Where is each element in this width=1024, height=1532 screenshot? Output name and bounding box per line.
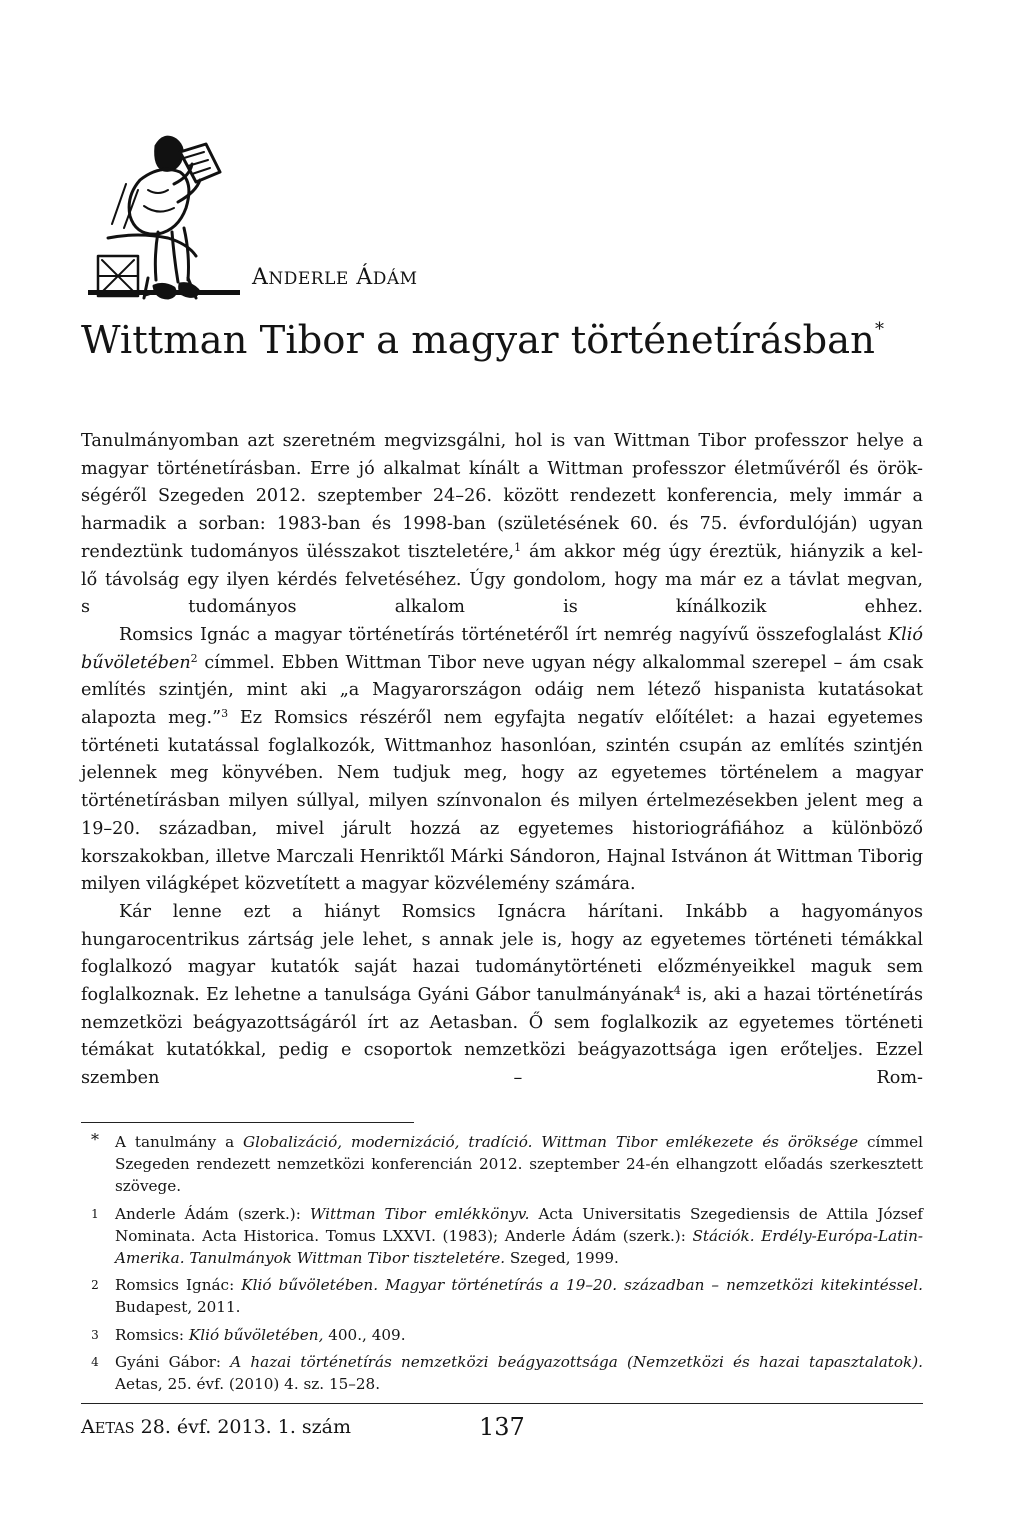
footnote-2 (81, 1274, 923, 1318)
article-body (81, 428, 923, 1093)
paragraph-1 (81, 428, 923, 622)
footnote-em: Stációk. Erdély-Európa-Latin-Amerika. Tanulmányok Wittman Tibor tiszteletére. (115, 1226, 924, 1268)
journal-name: AETAS (81, 1416, 135, 1438)
footnote-ref-3[interactable]: 3 (221, 707, 229, 721)
paragraph-3-text: Kár lenne ezt a hiányt Romsics Ignácra hárítani. Inkább a hagyományos hungarocentrikus zártság jele lehet, s annak jele is, hogy az egyetemes történeti témákkal foglalkozó magyar kutatók saját hazai tudománytörténeti előzményeikkel maguk sem foglalkoznak. Ez lehetne a tanulsága Gyáni Gábor tanulmányának (81, 901, 923, 1006)
footnote-ref-1[interactable]: 1 (514, 540, 522, 554)
footnote-text: Szeged, 1999. (505, 1249, 619, 1268)
footnote-3 (81, 1324, 923, 1346)
footnote-ref-2[interactable]: 2 (190, 651, 198, 665)
footer-divider (81, 1403, 923, 1404)
title-footnote-marker: * (874, 319, 884, 341)
article-title-text: Wittman Tibor a magyar történetírásban (81, 318, 875, 363)
journal-issue: 28. évf. 2013. 1. szám (134, 1416, 352, 1438)
footnotes (81, 1131, 923, 1400)
page-number: 137 (479, 1413, 525, 1441)
paragraph-2 (81, 622, 923, 899)
footnote-text: 400., 409. (323, 1325, 406, 1344)
author-name-text: ANDERLE ÁDÁM (252, 265, 418, 290)
footnote-text: Romsics: (115, 1325, 189, 1344)
small-caps-part: ETAS (94, 1421, 135, 1437)
paragraph-2-text: Ez Romsics részéről nem egyfajta negatív előítélet: a hazai egyetemes történeti kutatással foglalkozók, Wittmanhoz hasonlóan, szintén csupán az említés szintjén jelennek meg könyvében. Nem tudjuk meg, hogy az egyetemes történelem a magyar történetírásban milyen súllyal, milyen színvonalon és milyen értelmezésekben jelent meg a 19–20. században, mivel járult hozzá az egyetemes historiográfiához a különböző korszakokban, illetve Marczali Henriktől Márki Sándoron, Hajnal Istvánon át Wittman Tiborig milyen világképet közvetített a magyar közvélemény számára. (81, 708, 924, 895)
footnote-em: A hazai történetírás nemzetközi beágyazottsága (Nemzetközi és hazai tapasztalatok). (230, 1352, 923, 1371)
paragraph-3-text: is, aki a hazai történetírás nemzetközi beágyazottságáról írt az Aetasban. Ő sem foglalkozik az egyetemes történeti témákat kutatókkal, pedig e csoportok nemzetközi beágyazottsága igen erőteljes. Ezzel szemben – Rom- (81, 985, 923, 1089)
article-title (81, 318, 884, 363)
paragraph-1-line: s tudományos alkalom is kínálkozik ehhez. (81, 597, 923, 618)
book-title-klio: Klió bűvöletében (81, 624, 923, 673)
paragraph-2-text: címmel. Ebben Wittman Tibor neve ugyan négy alkalommal szerepel – ám csak említés szintjén, mint aki „a Magyarországon odáig nem létező hispanista kutatásokat alapozta meg.” (81, 652, 923, 729)
paragraph-1-line: magyar történetírásban. Erre jó alkalmat kínált a Wittman professzor életművéről és örök- (81, 458, 923, 479)
paragraph-2-text: Romsics Ignác a magyar történetírás történetéről írt nemrég nagyívű összefoglalást (119, 624, 888, 645)
footnote-text: Acta Universitatis Szegediensis de Attila József Nominata. Acta Historica. Tomus LXXVI. (1983); Anderle Ádám (szerk.): (115, 1204, 923, 1245)
footnote-1 (81, 1203, 923, 1270)
footnote-text: Gyáni Gábor: (115, 1352, 231, 1371)
paragraph-1-text: rendeztünk tudományos ülésszakot tiszteletére, (81, 541, 515, 562)
paragraph-3 (81, 899, 923, 1093)
footnote-text: Aetas, 25. évf. (2010) 4. sz. 15–28. (115, 1375, 381, 1394)
footnote-text: Anderle Ádám (szerk.): (115, 1204, 310, 1223)
footnote-em: Klió bűvöletében, (188, 1325, 324, 1344)
footnote-marker: 2 (91, 1278, 99, 1293)
small-caps-part: DÁM (372, 269, 418, 289)
author-name (252, 265, 418, 290)
paragraph-1-line: Tanulmányomban azt szeretném megvizsgálni, hol is van Wittman Tibor professzor helye a (81, 431, 923, 451)
paragraph-1-line: lő távolság egy ilyen kérdés felvetéséhez. Úgy gondolom, hogy ma már ez a távlat megvan, (81, 569, 923, 590)
footnote-star (81, 1131, 923, 1198)
footnote-ref-4[interactable]: 4 (673, 984, 681, 998)
footnote-marker: 1 (91, 1206, 99, 1221)
footnote-em: Globalizáció, modernizáció, tradíció. Wittman Tibor emlékezete és öröksége (243, 1133, 859, 1151)
footnote-text: A tanulmány a (115, 1133, 244, 1151)
paragraph-1-line: harmadik a sorban: 1983-ban és 1998-ban (születésének 60. és 75. évfordulóján) ugyan (81, 514, 923, 535)
paragraph-1-line: ségéről Szegeden 2012. szeptember 24–26. között rendezett konferencia, mely immár a (81, 486, 923, 507)
small-caps-part: NDERLE (268, 269, 349, 289)
footnote-divider (81, 1122, 414, 1123)
footnote-text: Budapest, 2011. (115, 1298, 241, 1317)
footnote-marker: 4 (91, 1354, 99, 1369)
footnote-text: címmel Szegeden rendezett nemzetközi konferencián 2012. szeptember 24-én elhangzott előadás szerkesztett szövege. (115, 1133, 923, 1196)
footnote-marker: 3 (91, 1327, 99, 1342)
paragraph-1-text: ám akkor még úgy éreztük, hiányzik a kel- (521, 541, 923, 562)
footnote-em: Wittman Tibor emlékkönyv. (309, 1204, 530, 1223)
seated-reader-logo (88, 128, 240, 306)
paragraph-1-line (81, 539, 923, 567)
footnote-em: Klió bűvöletében. Magyar történetírás a 19–20. században – nemzetközi kitekintéssel. (241, 1276, 923, 1295)
footnote-marker: * (91, 1130, 99, 1149)
footnote-4 (81, 1351, 923, 1395)
footnote-text: Romsics Ignác: (115, 1276, 242, 1295)
journal-citation (81, 1416, 351, 1438)
